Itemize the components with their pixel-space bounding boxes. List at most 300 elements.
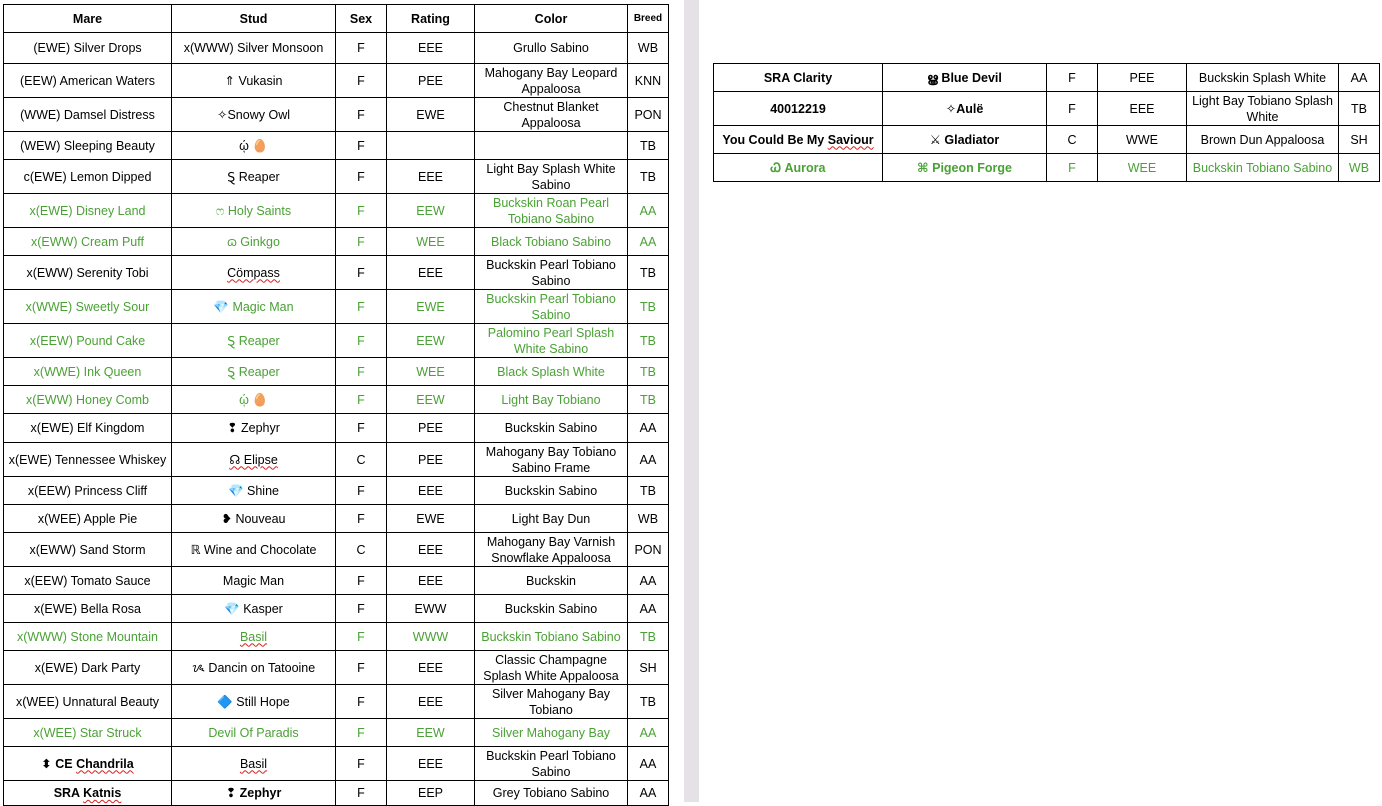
- stud-text: Magic Man: [222, 573, 285, 588]
- rating-text: EEW: [416, 725, 445, 740]
- color-text: Buckskin Sabino: [504, 421, 598, 435]
- rating-text: WWE: [1126, 132, 1158, 147]
- table-row: [4, 64, 669, 98]
- stud-text: ῴ 🥚: [239, 392, 268, 407]
- cell-stud: [172, 623, 336, 651]
- sex-text: F: [1068, 70, 1076, 85]
- breed-text: AA: [639, 573, 657, 588]
- color-text: Silver Mahogany Bay: [491, 725, 611, 740]
- cell-breed: [628, 623, 669, 651]
- mare-text: ⬍ CE Chandrila: [41, 756, 134, 771]
- breed-text: PON: [634, 542, 662, 557]
- color-text: Light Bay Splash White Sabino: [486, 161, 616, 192]
- cell-mare: [4, 443, 172, 477]
- cell-breed: [628, 98, 669, 132]
- table-row: [4, 414, 669, 443]
- stud-text: ✧Aulë: [945, 101, 984, 116]
- spellcheck-word: Chandrila: [76, 756, 134, 771]
- cell-breed: [1339, 126, 1380, 154]
- breed-text: WB: [1348, 160, 1370, 175]
- cell-sex: [336, 414, 387, 443]
- mare-text: (WWE) Damsel Distress: [20, 107, 155, 122]
- breed-text: TB: [1351, 101, 1367, 116]
- mare-text: x(EWE) Disney Land: [29, 203, 146, 218]
- table-row: [4, 358, 669, 386]
- sex-text: F: [357, 573, 365, 588]
- cell-color: [475, 64, 628, 98]
- table-row: [4, 443, 669, 477]
- cell-color: [475, 747, 628, 781]
- sex-text: F: [357, 660, 365, 675]
- cell-breed: [628, 443, 669, 477]
- cell-breed: [628, 595, 669, 623]
- cell-mare: [4, 160, 172, 194]
- cell-mare: [4, 477, 172, 505]
- cell-rating: [387, 505, 475, 533]
- breeding-table-body: [4, 33, 669, 806]
- extra-breeding-table: [713, 63, 1380, 182]
- cell-sex: [336, 132, 387, 160]
- table-row: [4, 160, 669, 194]
- rating-text: EEE: [417, 265, 443, 280]
- cell-mare: [714, 126, 883, 154]
- color-text: Buckskin Tobiano Sabino: [481, 629, 621, 644]
- mare-text: x(EEW) Princess Cliff: [27, 483, 148, 498]
- mare-text: SRA Clarity: [763, 70, 833, 85]
- cell-color: [475, 595, 628, 623]
- color-text: Buckskin Sabino: [504, 483, 598, 498]
- rating-text: EEE: [417, 694, 443, 709]
- cell-mare: [4, 64, 172, 98]
- table-row: [4, 595, 669, 623]
- cell-sex: [336, 256, 387, 290]
- stud-text: ❥ Nouveau: [221, 511, 286, 526]
- color-text: Buckskin Splash White: [1198, 70, 1327, 85]
- cell-sex: [1047, 154, 1098, 182]
- cell-rating: [387, 256, 475, 290]
- breed-text: AA: [639, 786, 657, 800]
- rating-text: EEP: [417, 786, 443, 800]
- stud-text: Ȿ Reaper: [227, 333, 280, 348]
- cell-mare: [714, 92, 883, 126]
- cell-sex: [336, 719, 387, 747]
- cell-color: [475, 98, 628, 132]
- breed-text: WB: [637, 511, 659, 526]
- cell-stud: [172, 132, 336, 160]
- sex-text: F: [357, 333, 365, 348]
- extra-breeding-table-body: [714, 64, 1380, 182]
- table-row: [4, 747, 669, 781]
- color-text: Buckskin Tobiano Sabino: [1192, 160, 1333, 175]
- color-text: Black Tobiano Sabino: [491, 234, 611, 249]
- rating-text: EEE: [1129, 101, 1155, 116]
- table-row: [4, 324, 669, 358]
- table-row: [4, 290, 669, 324]
- cell-stud: [172, 64, 336, 98]
- cell-mare: [4, 290, 172, 324]
- rating-text: EWE: [416, 299, 445, 314]
- cell-stud: [172, 505, 336, 533]
- cell-breed: [628, 194, 669, 228]
- rating-text: PEE: [1129, 70, 1155, 85]
- cell-breed: [1339, 154, 1380, 182]
- breed-text: TB: [640, 169, 656, 184]
- mare-text: x(EWW) Serenity Tobi: [26, 265, 149, 280]
- cell-stud: [883, 92, 1047, 126]
- cell-breed: [628, 358, 669, 386]
- cell-sex: [336, 533, 387, 567]
- cell-rating: [387, 64, 475, 98]
- cell-color: [475, 386, 628, 414]
- cell-mare: [4, 747, 172, 781]
- cell-color: [1187, 64, 1339, 92]
- color-text: Light Bay Tobiano: [501, 392, 601, 407]
- sex-text: C: [1067, 132, 1077, 147]
- cell-stud: [172, 443, 336, 477]
- cell-breed: [628, 256, 669, 290]
- cell-color: [1187, 92, 1339, 126]
- cell-stud: [172, 324, 336, 358]
- rating-text: EEW: [416, 333, 445, 348]
- header-breed: Breed: [628, 5, 669, 33]
- cell-breed: [1339, 92, 1380, 126]
- cell-sex: [336, 98, 387, 132]
- mare-text: Ꮗ Aurora: [770, 160, 826, 175]
- mare-text: (WEW) Sleeping Beauty: [20, 138, 155, 153]
- cell-breed: [628, 33, 669, 64]
- header-sex: Sex: [336, 5, 387, 33]
- cell-mare: [4, 324, 172, 358]
- sex-text: F: [357, 629, 365, 644]
- mare-text: x(WEE) Unnatural Beauty: [15, 694, 160, 709]
- rating-text: WWW: [412, 629, 449, 644]
- breed-text: WB: [637, 41, 659, 55]
- mare-text: x(WEE) Apple Pie: [37, 511, 138, 526]
- rating-text: EWE: [416, 511, 445, 526]
- cell-breed: [628, 533, 669, 567]
- sex-text: C: [356, 542, 366, 557]
- rating-text: WEE: [416, 234, 445, 249]
- table-row: [4, 477, 669, 505]
- cell-mare: [4, 228, 172, 256]
- cell-stud: [172, 414, 336, 443]
- color-text: Mahogany Bay Varnish Snowflake Appaloosa: [486, 534, 616, 565]
- document-page-right: [699, 0, 1382, 802]
- stud-text: Basil: [239, 629, 268, 644]
- breed-text: AA: [639, 725, 657, 740]
- cell-mare: [714, 154, 883, 182]
- cell-mare: [4, 685, 172, 719]
- extra-table-row: [714, 126, 1380, 154]
- color-text: Buckskin Roan Pearl Tobiano Sabino: [492, 195, 610, 226]
- rating-text: EEE: [417, 542, 443, 557]
- header-row: [4, 5, 669, 33]
- table-row: [4, 132, 669, 160]
- stud-text: ᝰ Dancin on Tatooine: [191, 660, 316, 675]
- color-text: Light Bay Tobiano Splash White: [1192, 93, 1333, 124]
- cell-color: [475, 358, 628, 386]
- mare-text: (EEW) American Waters: [20, 73, 155, 88]
- cell-sex: [336, 747, 387, 781]
- color-text: Silver Mahogany Bay Tobiano: [491, 686, 611, 717]
- stud-text: 💎 Kasper: [224, 601, 283, 616]
- cell-mare: [4, 256, 172, 290]
- stud-text: Devil Of Paradis: [208, 725, 299, 740]
- mare-text: x(EWE) Tennessee Whiskey: [8, 452, 167, 467]
- cell-color: [475, 623, 628, 651]
- cell-color: [475, 685, 628, 719]
- cell-breed: [628, 64, 669, 98]
- sex-text: F: [357, 138, 365, 153]
- sex-text: F: [357, 265, 365, 280]
- cell-stud: [172, 256, 336, 290]
- cell-mare: [4, 719, 172, 747]
- cell-breed: [628, 414, 669, 443]
- color-text: Grullo Sabino: [513, 41, 589, 55]
- color-text: Buckskin Pearl Tobiano Sabino: [486, 291, 616, 322]
- table-row: [4, 505, 669, 533]
- cell-color: [475, 443, 628, 477]
- stud-text: Ȿ Reaper: [227, 169, 280, 184]
- stud-text: ✧Snowy Owl: [217, 107, 290, 122]
- cell-color: [1187, 126, 1339, 154]
- cell-rating: [387, 98, 475, 132]
- cell-mare: [4, 623, 172, 651]
- header-mare: Mare: [4, 5, 172, 33]
- cell-sex: [336, 443, 387, 477]
- cell-stud: [172, 477, 336, 505]
- cell-color: [475, 533, 628, 567]
- cell-color: [475, 505, 628, 533]
- color-text: Buckskin Pearl Tobiano Sabino: [486, 257, 616, 288]
- document-page-left: [0, 0, 684, 802]
- stud-text: x(WWW) Silver Monsoon: [183, 41, 324, 55]
- stud-text: ɷ Ginkgo: [227, 234, 280, 249]
- cell-sex: [336, 358, 387, 386]
- breed-text: AA: [1350, 70, 1368, 85]
- mare-text: You Could Be My Saviour: [722, 132, 874, 147]
- color-text: Buckskin: [525, 573, 577, 588]
- color-text: Classic Champagne Splash White Appaloosa: [483, 652, 619, 683]
- cell-rating: [1098, 126, 1187, 154]
- header-color: Color: [475, 5, 628, 33]
- cell-color: [475, 160, 628, 194]
- cell-color: [475, 414, 628, 443]
- cell-rating: [387, 132, 475, 160]
- cell-color: [475, 228, 628, 256]
- cell-breed: [628, 685, 669, 719]
- stud-text: ෆ Holy Saints: [215, 203, 292, 218]
- cell-sex: [336, 505, 387, 533]
- cell-stud: [883, 154, 1047, 182]
- cell-breed: [1339, 64, 1380, 92]
- cell-sex: [336, 194, 387, 228]
- cell-stud: [172, 290, 336, 324]
- cell-sex: [336, 228, 387, 256]
- cell-rating: [387, 33, 475, 64]
- cell-sex: [336, 386, 387, 414]
- cell-breed: [628, 324, 669, 358]
- table-row: [4, 533, 669, 567]
- breed-text: SH: [639, 660, 657, 675]
- mare-text: x(EWE) Dark Party: [34, 660, 141, 675]
- cell-stud: [172, 228, 336, 256]
- rating-text: EEE: [417, 41, 443, 55]
- cell-rating: [387, 623, 475, 651]
- sex-text: F: [357, 203, 365, 218]
- cell-rating: [387, 228, 475, 256]
- rating-text: PEE: [417, 73, 443, 88]
- cell-stud: [172, 719, 336, 747]
- header-stud: Stud: [172, 5, 336, 33]
- table-row: [4, 623, 669, 651]
- cell-color: [475, 477, 628, 505]
- rating-text: PEE: [417, 421, 443, 435]
- mare-text: x(WWW) Stone Mountain: [16, 629, 158, 644]
- mare-text: x(WWE) Sweetly Sour: [25, 299, 150, 314]
- header-rating: Rating: [387, 5, 475, 33]
- cell-mare: [4, 386, 172, 414]
- color-text: Buckskin Pearl Tobiano Sabino: [486, 748, 616, 779]
- mare-text: x(EEW) Tomato Sauce: [24, 573, 151, 588]
- sex-text: F: [357, 41, 365, 55]
- table-row: [4, 228, 669, 256]
- breed-text: TB: [640, 364, 656, 379]
- cell-rating: [387, 651, 475, 685]
- table-row: [4, 719, 669, 747]
- mare-text: x(EWE) Bella Rosa: [34, 601, 141, 616]
- sex-text: F: [357, 421, 365, 435]
- cell-sex: [336, 477, 387, 505]
- mare-text: c(EWE) Lemon Dipped: [23, 169, 152, 184]
- cell-rating: [387, 719, 475, 747]
- cell-rating: [387, 386, 475, 414]
- breed-text: TB: [640, 299, 656, 314]
- breed-text: SH: [1350, 132, 1368, 147]
- rating-text: WEE: [1127, 160, 1157, 175]
- cell-color: [475, 33, 628, 64]
- page-gap: [684, 0, 699, 802]
- cell-stud: [172, 386, 336, 414]
- stud-text: ℝ Wine and Chocolate: [190, 542, 317, 557]
- breed-text: TB: [640, 629, 656, 644]
- cell-rating: [387, 358, 475, 386]
- spellcheck-word: Katnis: [83, 786, 122, 800]
- cell-sex: [1047, 92, 1098, 126]
- cell-color: [475, 290, 628, 324]
- sex-text: F: [357, 364, 365, 379]
- cell-mare: [714, 64, 883, 92]
- rating-text: EEE: [417, 483, 443, 498]
- mare-text: x(WEE) Star Struck: [33, 725, 142, 740]
- cell-stud: [172, 595, 336, 623]
- cell-rating: [1098, 64, 1187, 92]
- stud-text: ൠ Blue Devil: [927, 70, 1002, 85]
- breed-text: PON: [634, 107, 662, 122]
- color-text: Black Splash White: [497, 364, 605, 379]
- cell-color: [475, 324, 628, 358]
- table-row: [4, 567, 669, 595]
- rating-text: EEW: [416, 392, 445, 407]
- breed-text: TB: [640, 392, 656, 407]
- stud-text: ῴ 🥚: [239, 138, 268, 153]
- color-text: Light Bay Dun: [511, 511, 591, 526]
- color-text: Palomino Pearl Splash White Sabino: [487, 325, 615, 356]
- color-text: Grey Tobiano Sabino: [492, 786, 610, 800]
- breed-text: TB: [640, 333, 656, 348]
- stud-text: ⇑ Vukasin: [224, 73, 283, 88]
- cell-breed: [628, 160, 669, 194]
- table-row: [4, 386, 669, 414]
- cell-mare: [4, 595, 172, 623]
- breed-text: AA: [639, 452, 657, 467]
- cell-sex: [336, 651, 387, 685]
- cell-rating: [387, 533, 475, 567]
- cell-mare: [4, 567, 172, 595]
- cell-stud: [172, 567, 336, 595]
- breed-text: TB: [640, 138, 656, 153]
- cell-breed: [628, 651, 669, 685]
- cell-breed: [628, 567, 669, 595]
- cell-rating: [387, 747, 475, 781]
- cell-stud: [172, 160, 336, 194]
- stud-text: 🔷 Still Hope: [217, 694, 290, 709]
- cell-breed: [628, 132, 669, 160]
- cell-sex: [336, 160, 387, 194]
- cell-rating: [387, 685, 475, 719]
- sex-text: F: [357, 694, 365, 709]
- breed-text: AA: [639, 203, 657, 218]
- extra-table-row: [714, 154, 1380, 182]
- cell-sex: [1047, 64, 1098, 92]
- cell-mare: [4, 414, 172, 443]
- cell-mare: [4, 651, 172, 685]
- mare-text: x(EEW) Pound Cake: [29, 333, 146, 348]
- stud-text: ❢ Zephyr: [225, 786, 282, 800]
- cell-mare: [4, 358, 172, 386]
- cell-mare: [4, 194, 172, 228]
- table-row: [4, 33, 669, 64]
- breed-text: AA: [639, 234, 657, 249]
- cell-breed: [628, 290, 669, 324]
- cell-color: [475, 256, 628, 290]
- cell-stud: [172, 533, 336, 567]
- cell-mare: [4, 505, 172, 533]
- cell-color: [475, 719, 628, 747]
- rating-text: WEE: [416, 364, 445, 379]
- breed-text: TB: [640, 483, 656, 498]
- spellcheck-word: Saviour: [827, 132, 874, 147]
- rating-text: EEW: [416, 203, 445, 218]
- table-row: [4, 256, 669, 290]
- mare-text: 40012219: [770, 101, 826, 116]
- cell-sex: [1047, 126, 1098, 154]
- cell-mare: [4, 98, 172, 132]
- sex-text: F: [357, 725, 365, 740]
- mare-text: x(EWW) Cream Puff: [31, 234, 144, 249]
- color-text: Mahogany Bay Tobiano Sabino Frame: [485, 444, 617, 475]
- cell-stud: [883, 64, 1047, 92]
- stud-text: ⌘ Pigeon Forge: [917, 160, 1012, 175]
- cell-rating: [387, 290, 475, 324]
- cell-sex: [336, 64, 387, 98]
- rating-text: EWE: [416, 107, 445, 122]
- table-row: [4, 685, 669, 719]
- breed-text: KNN: [634, 73, 662, 88]
- mare-text: x(EWW) Sand Storm: [29, 542, 146, 557]
- sex-text: F: [357, 73, 365, 88]
- cell-rating: [387, 324, 475, 358]
